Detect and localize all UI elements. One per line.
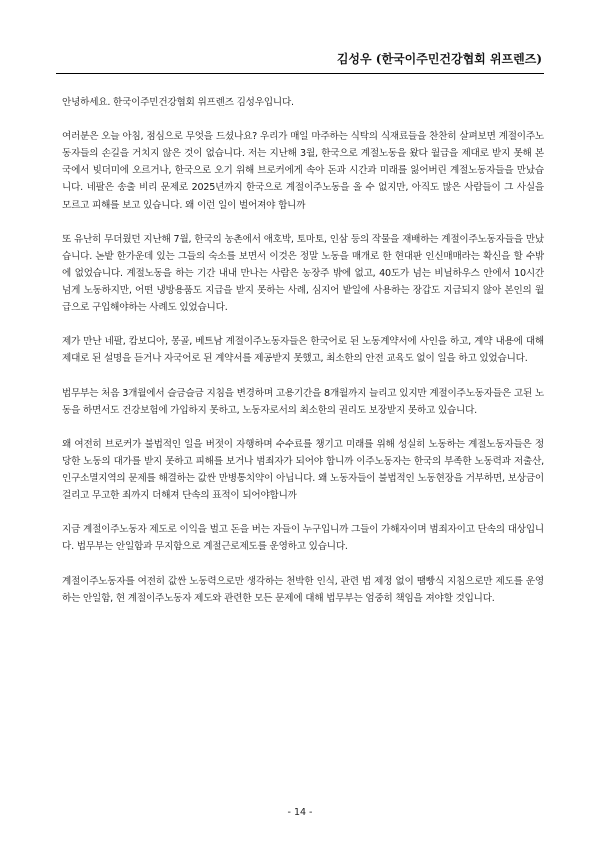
paragraph-responsibility: 지금 계절이주노동자 제도로 이익을 벌고 돈을 버는 자들이 누구입니까 그들이 가해자이며 범죄자이고 단속의 대상입니다. 법무부는 안일함과 무지함으로 계절근로제도를 운영하고 있습니다. bbox=[62, 524, 544, 553]
author-header: 김성우 (한국이주민건강협회 위프렌즈) bbox=[336, 52, 542, 66]
document-body bbox=[62, 94, 544, 607]
paragraph-gap bbox=[62, 504, 544, 521]
paragraph-ministry-policy: 법무부는 처음 3개월에서 슬금슬금 지침을 변경하며 고용기간을 8개월까지 늘리고 있지만 계절이주노동자들은 고된 노동을 하면서도 건강보험에 가입하지 못하고, 노동자로서의 최소한의 권리도 보장받지 못하고 있습니다. bbox=[62, 387, 544, 416]
paragraph-gap bbox=[62, 214, 544, 231]
paragraph-farm-conditions: 또 유난히 무더웠던 지난해 7월, 한국의 농촌에서 애호박, 토마토, 인삼 등의 작물을 재배하는 계절이주노동자들을 만났습니다. 논밭 한가운데 있는 그들의 숙소를 보면서 이것은 정말 노동을 매개로 한 현대판 인신매매라는 확신을 할 수밖에 없었습니다. 계절노동을 하는 기간 내내 만나는 사람은 농장주 밖에 없고, 40도가 넘는 비닐하우스 안에서 10시간 넘게 노동하지만, 어떤 냉방용품도 지급을 받지 못하는 사례, 심지어 밭일에 사용하는 장갑도 지급되지 않아 본인의 월급으로 구입해야하는 사례도 있었습니다. bbox=[62, 233, 544, 314]
paragraph-gap bbox=[62, 368, 544, 385]
paragraph-conclusion: 계절이주노동자를 여전히 값싼 노동력으로만 생각하는 천박한 인식, 관련 법 제정 없이 땜빵식 지침으로만 제도를 운영하는 안일함, 현 계절이주노동자 제도와 관련한 모든 문제에 대해 법무부는 엄중히 책임을 져야할 것입니다. bbox=[62, 575, 544, 604]
paragraph-gap bbox=[62, 316, 544, 333]
paragraph-gap bbox=[62, 556, 544, 573]
paragraph-brokers: 왜 여전히 브로커가 불법적인 일을 버젓이 자행하며 수수료를 챙기고 미래를 위해 성실히 노동하는 계절노동자들은 정당한 노동의 대가를 받지 못하고 피해를 보거나 범죄자가 되어야 합니까 이주노동자는 한국의 부족한 노동력과 저출산, 인구소멸지역의 문제를 해결하는 값싼 만병통치약이 아닙니다. 왜 노동자들이 불법적인 노동현장을 거부하면, 보상금이 걸리고 무고한 죄까지 더해져 단속의 표적이 되어야합니까 bbox=[62, 438, 544, 502]
page-number: - 14 - bbox=[287, 807, 313, 818]
header-rule bbox=[56, 73, 544, 74]
paragraph-intro: 여러분은 오늘 아침, 점심으로 무엇을 드셨나요? 우리가 매일 마주하는 식탁의 식재료들을 찬찬히 살펴보면 계절이주노동자들의 손길을 거치지 않은 것이 없습니다. 저는 지난해 3월, 한국으로 계절노동을 왔다 월급을 제대로 받지 못해 본국에서 빚더미에 오르거나, 한국으로 오기 위해 브로커에게 속아 돈과 시간과 미래를 잃어버린 계절노동자들을 만났습니다. 네팔은 송출 비리 문제로 2025년까지 한국으로 계절이주노동을 올 수 없지만, 아직도 많은 사람들이 그 사실을 모르고 피해를 보고 있습니다. 왜 이런 일이 벌어져야 합니까 bbox=[62, 131, 544, 211]
paragraph-contracts: 제가 만난 네팔, 캄보디아, 몽골, 베트남 계절이주노동자들은 한국어로 된 노동계약서에 사인을 하고, 계약 내용에 대해 제대로 된 설명을 듣거나 자국어로 된 계약서를 제공받지 못했고, 최소한의 안전 교육도 없이 일을 하고 있었습니다. bbox=[62, 336, 544, 365]
paragraph-gap bbox=[62, 111, 544, 128]
paragraph-gap bbox=[62, 419, 544, 436]
paragraph-greeting: 안녕하세요. 한국이주민건강협회 위프렌즈 김성우입니다. bbox=[62, 97, 294, 108]
